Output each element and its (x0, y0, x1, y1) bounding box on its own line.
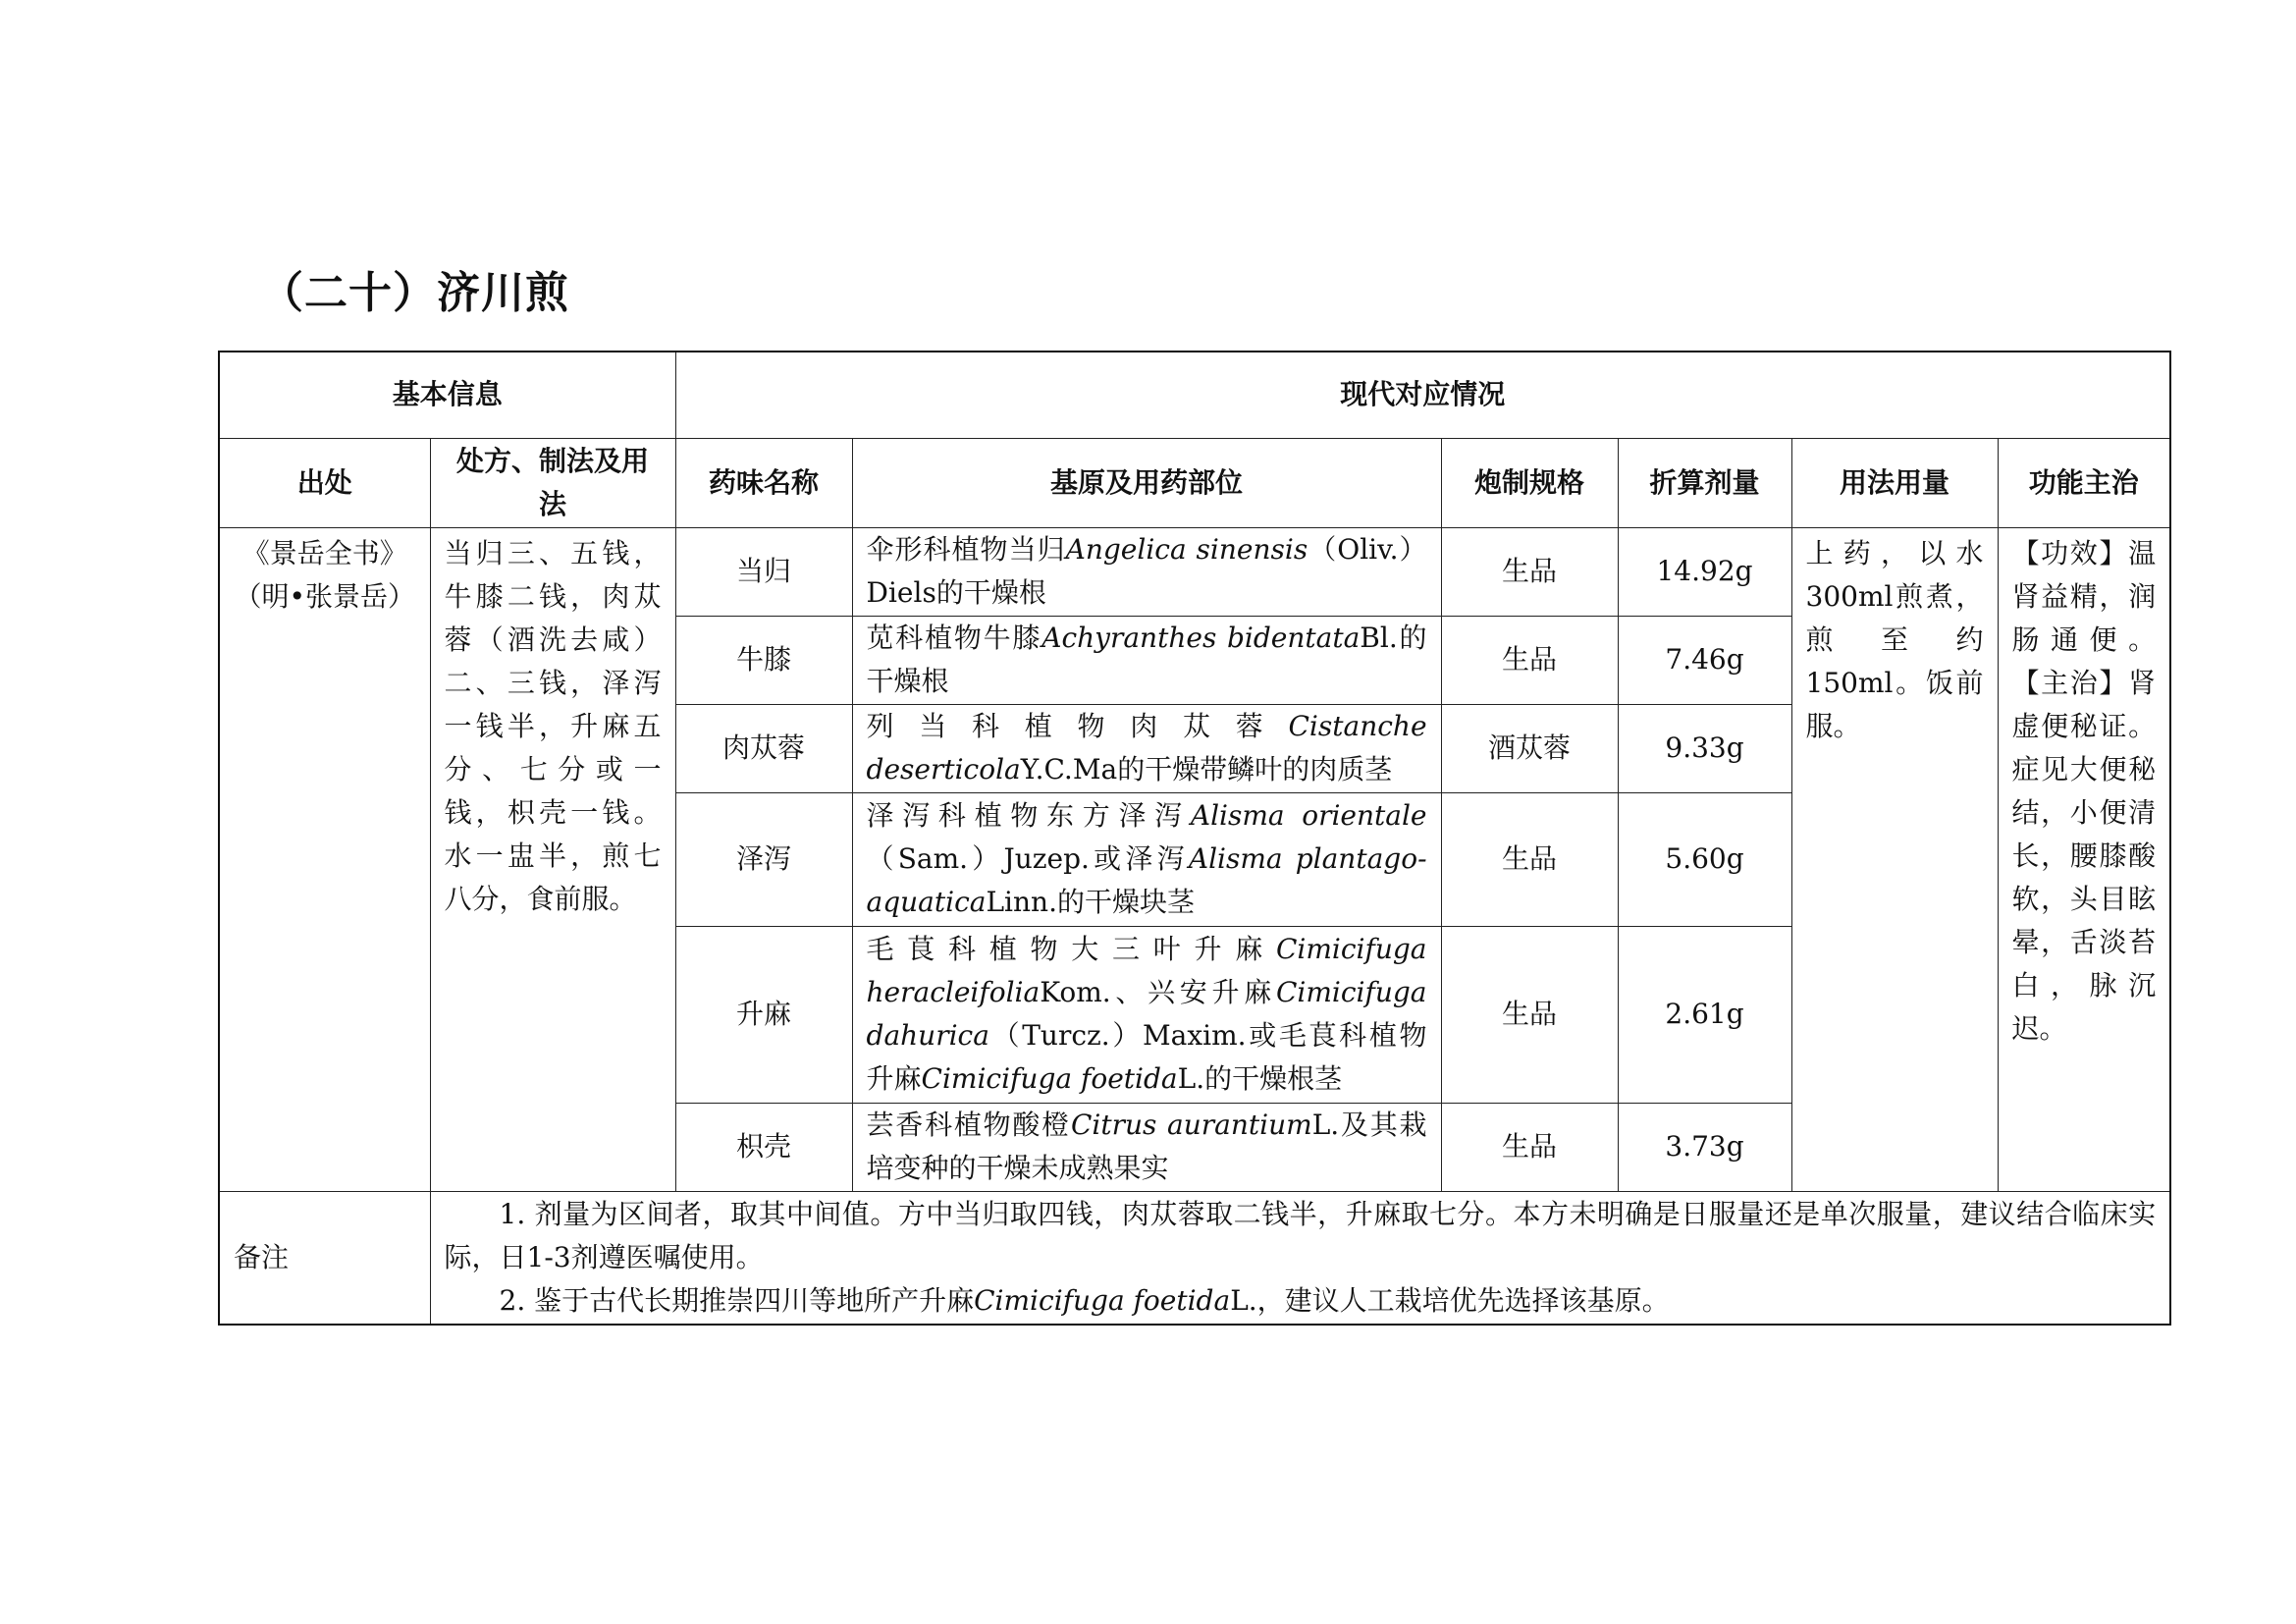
prescription-cell: 当归三、五钱，牛膝二钱，肉苁蓉（酒洗去咸）二、三钱，泽泻一钱半，升麻五分、七分或一钱，枳壳一钱。水一盅半，煎七八分，食前服。 (430, 527, 675, 1191)
table-row (219, 527, 2170, 616)
herb-processing: 生品 (1441, 926, 1618, 1103)
function-cell: 【功效】温肾益精，润肠通便。【主治】肾虚便秘证。症见大便秘结，小便清长，腰膝酸软，头目眩晕，舌淡苔白，脉沉迟。 (1998, 527, 2170, 1191)
herb-name: 当归 (675, 527, 852, 616)
note-1: 1. 剂量为区间者，取其中间值。方中当归取四钱，肉苁蓉取二钱半，升麻取七分。本方未明确是日服量还是单次服量，建议结合临床实际，日1-3剂遵医嘱使用。 (444, 1197, 2157, 1273)
header-dose: 折算剂量 (1618, 438, 1791, 527)
notes-label: 备注 (219, 1191, 430, 1325)
herb-origin: 列当科植物肉苁蓉Cistanche deserticolaY.C.Ma的干燥带鳞叶的肉质茎 (852, 704, 1441, 792)
herb-name: 泽泻 (675, 792, 852, 926)
herb-processing: 酒苁蓉 (1441, 704, 1618, 792)
source-cell: 《景岳全书》（明•张景岳） (219, 527, 430, 1191)
header-row-1 (219, 352, 2170, 438)
herb-dose: 14.92g (1618, 527, 1791, 616)
herb-origin: 泽泻科植物东方泽泻Alisma orientale（Sam.）Juzep.或泽泻Alisma plantago-aquaticaLinn.的干燥块茎 (852, 792, 1441, 926)
page-title: （二十）济川煎 (260, 268, 569, 318)
header-herb-name: 药味名称 (675, 438, 852, 527)
header-processing: 炮制规格 (1441, 438, 1618, 527)
herb-dose: 5.60g (1618, 792, 1791, 926)
header-modern: 现代对应情况 (675, 352, 2170, 438)
header-basic-info: 基本信息 (219, 352, 675, 438)
herb-processing: 生品 (1441, 792, 1618, 926)
herb-name: 牛膝 (675, 616, 852, 704)
herb-processing: 生品 (1441, 527, 1618, 616)
usage-cell: 上药，以水300ml煎煮，煎至约150ml。饭前服。 (1791, 527, 1998, 1191)
herb-dose: 2.61g (1618, 926, 1791, 1103)
herb-dose: 9.33g (1618, 704, 1791, 792)
herb-processing: 生品 (1441, 616, 1618, 704)
header-origin-part: 基原及用药部位 (852, 438, 1441, 527)
header-source: 出处 (219, 438, 430, 527)
header-prescription: 处方、制法及用法 (430, 438, 675, 527)
herb-origin: 苋科植物牛膝Achyranthes bidentataBl.的干燥根 (852, 616, 1441, 704)
notes-content (430, 1191, 2170, 1325)
herb-dose: 3.73g (1618, 1103, 1791, 1191)
herb-origin: 芸香科植物酸橙Citrus aurantiumL.及其栽培变种的干燥未成熟果实 (852, 1103, 1441, 1191)
herb-dose: 7.46g (1618, 616, 1791, 704)
note-2: 2. 鉴于古代长期推崇四川等地所产升麻Cimicifuga foetidaL.，建议人工栽培优先选择该基原。 (499, 1283, 1670, 1317)
herb-origin: 伞形科植物当归Angelica sinensis（Oliv.）Diels的干燥根 (852, 527, 1441, 616)
header-usage: 用法用量 (1791, 438, 1998, 527)
header-function: 功能主治 (1998, 438, 2170, 527)
herb-name: 升麻 (675, 926, 852, 1103)
formula-table (218, 351, 2171, 1326)
herb-name: 肉苁蓉 (675, 704, 852, 792)
herb-processing: 生品 (1441, 1103, 1618, 1191)
notes-row (219, 1191, 2170, 1325)
herb-name: 枳壳 (675, 1103, 852, 1191)
header-row-2 (219, 438, 2170, 527)
herb-origin: 毛茛科植物大三叶升麻Cimicifuga heracleifoliaKom.、兴安升麻Cimicifuga dahurica（Turcz.）Maxim.或毛茛科植物升麻Cimicifuga foetidaL.的干燥根茎 (852, 926, 1441, 1103)
